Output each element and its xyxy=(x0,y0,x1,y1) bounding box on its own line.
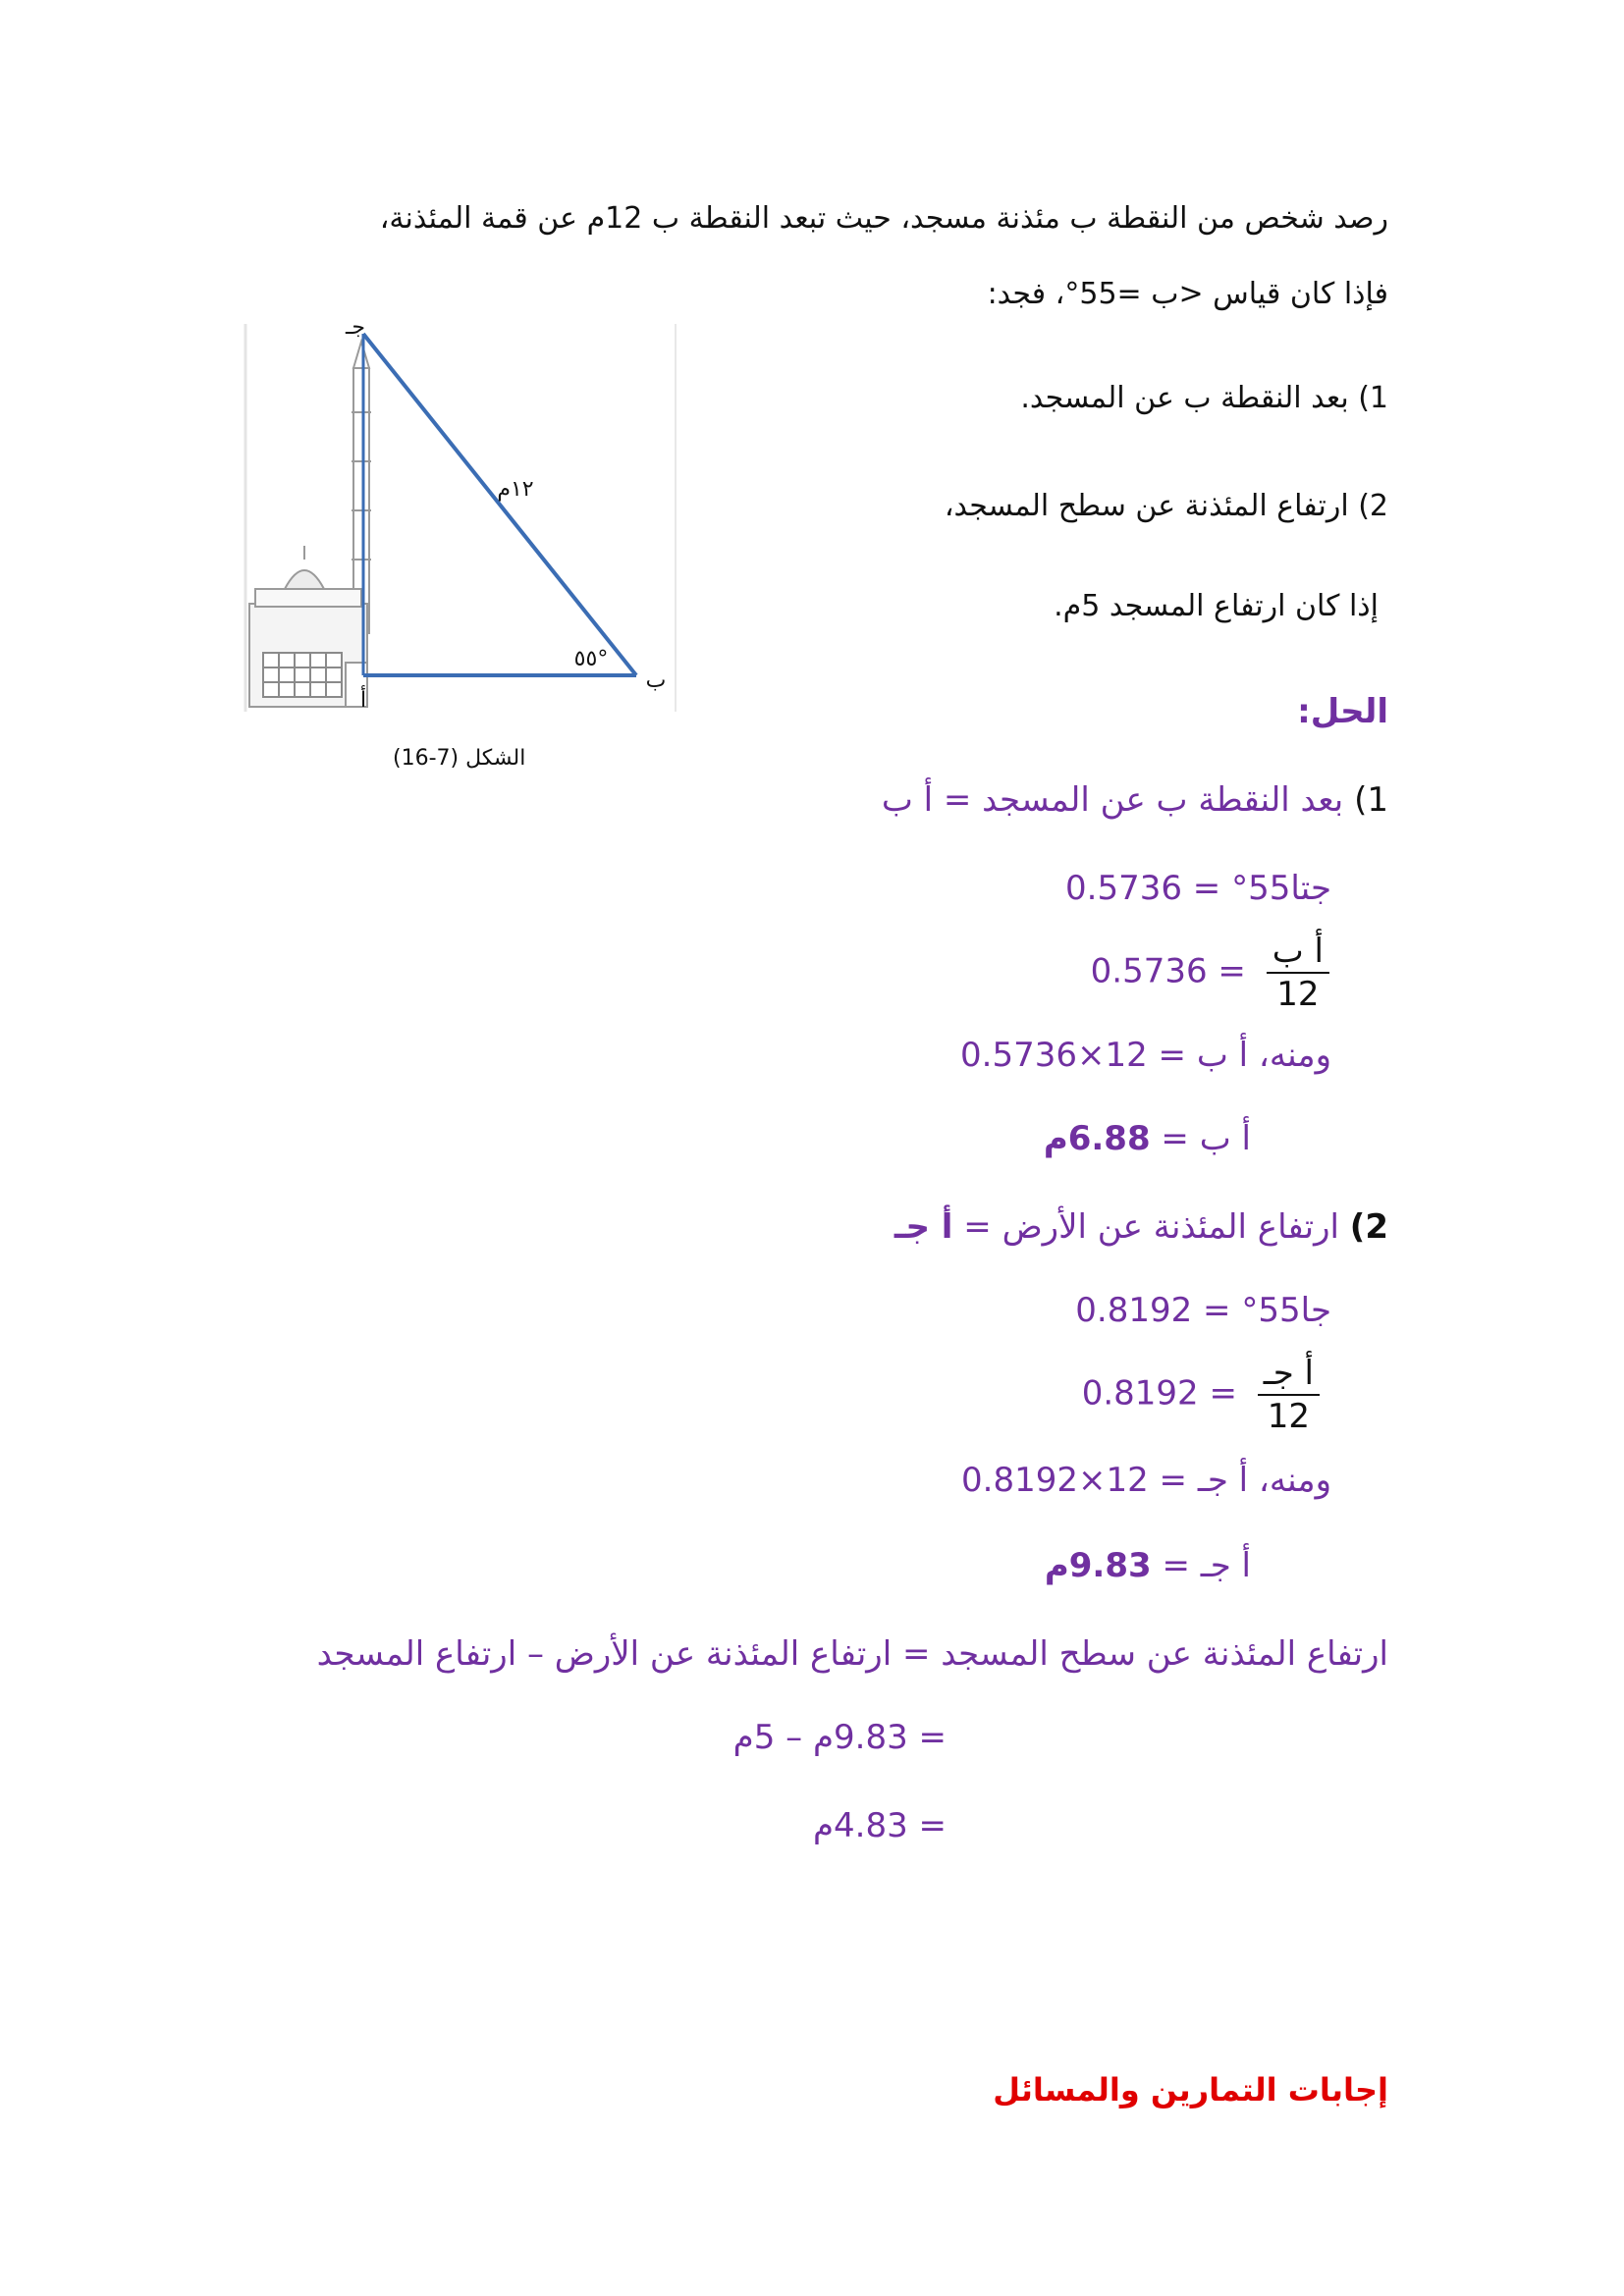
part2-result-lhs: أ جـ = xyxy=(1151,1546,1251,1585)
part1-number: 1) xyxy=(1354,780,1388,820)
fraction-numerator: أ جـ xyxy=(1258,1355,1320,1396)
part2-heading-text: ارتفاع المئذنة عن الأرض = xyxy=(952,1207,1339,1247)
vertex-label-right: ب xyxy=(645,668,667,693)
mosque-triangle-figure xyxy=(236,314,687,726)
part1-fraction-line xyxy=(1091,933,1339,1013)
part2-multiply-line: ومنه، أ جـ = 12×0.8192 xyxy=(961,1461,1331,1500)
fraction-denominator: 12 xyxy=(1276,975,1320,1014)
part1-multiply-line: ومنه، أ ب = 12×0.5736 xyxy=(960,1036,1331,1075)
part2-fraction-rhs: = 0.8192 xyxy=(1081,1373,1237,1414)
part2-result-line xyxy=(1045,1546,1251,1585)
part2-fraction xyxy=(1258,1355,1320,1435)
part1-fraction xyxy=(1267,933,1329,1013)
question-1: 1) بعد النقطة ب عن المسجد. xyxy=(1020,381,1388,415)
part2-fraction-line xyxy=(1082,1355,1329,1435)
figure-svg xyxy=(236,314,687,726)
part2-heading-rhs: أ جـ xyxy=(893,1207,953,1247)
fraction-denominator: 12 xyxy=(1267,1397,1311,1436)
problem-line-2: فإذا كان قياس <ب =55°، فجد: xyxy=(987,277,1388,311)
part1-result-line xyxy=(1044,1119,1251,1158)
final-equation-line: ارتفاع المئذنة عن سطح المسجد = ارتفاع المئذنة عن الأرض – ارتفاع المسجد xyxy=(316,1634,1388,1674)
part2-result-value: 9.83م xyxy=(1044,1546,1152,1585)
part2-sin-line: جا55° = 0.8192 xyxy=(1075,1291,1331,1330)
vertex-label-top: جـ xyxy=(345,315,366,340)
part2-heading xyxy=(894,1207,1388,1247)
part1-fraction-rhs: = 0.5736 xyxy=(1090,951,1246,991)
final-answer-line: = 4.83م xyxy=(812,1806,947,1845)
triangle xyxy=(363,334,636,675)
part1-heading-text: بعد النقطة ب عن المسجد = أ ب xyxy=(881,780,1344,820)
part1-heading xyxy=(882,780,1388,820)
figure-caption: الشكل (7-16) xyxy=(393,746,526,771)
part2-number: 2) xyxy=(1349,1207,1388,1247)
question-2: 2) ارتفاع المئذنة عن سطح المسجد، xyxy=(944,489,1388,523)
angle-label: ٥٥° xyxy=(573,647,609,671)
solution-heading: الحل: xyxy=(1297,692,1388,731)
problem-line-1: رصد شخص من النقطة ب مئذنة مسجد، حيث تبعد النقطة ب 12م عن قمة المئذنة، xyxy=(379,201,1388,236)
question-2-continuation: إذا كان ارتفاع المسجد 5م. xyxy=(1054,589,1379,623)
exercises-answers-heading: إجابات التمارين والمسائل xyxy=(993,2071,1388,2109)
part1-result-lhs: أ ب = xyxy=(1150,1119,1251,1158)
mosque-building xyxy=(249,546,367,707)
fraction-numerator: أ ب xyxy=(1267,933,1329,974)
final-subtraction-line: = 9.83م – 5م xyxy=(732,1718,947,1757)
hypotenuse-label: ١٢م xyxy=(497,477,534,502)
vertex-label-bottom: أ xyxy=(359,688,367,713)
part1-cos-line: جتا55° = 0.5736 xyxy=(1065,869,1331,908)
part1-result-value: 6.88م xyxy=(1043,1119,1151,1158)
